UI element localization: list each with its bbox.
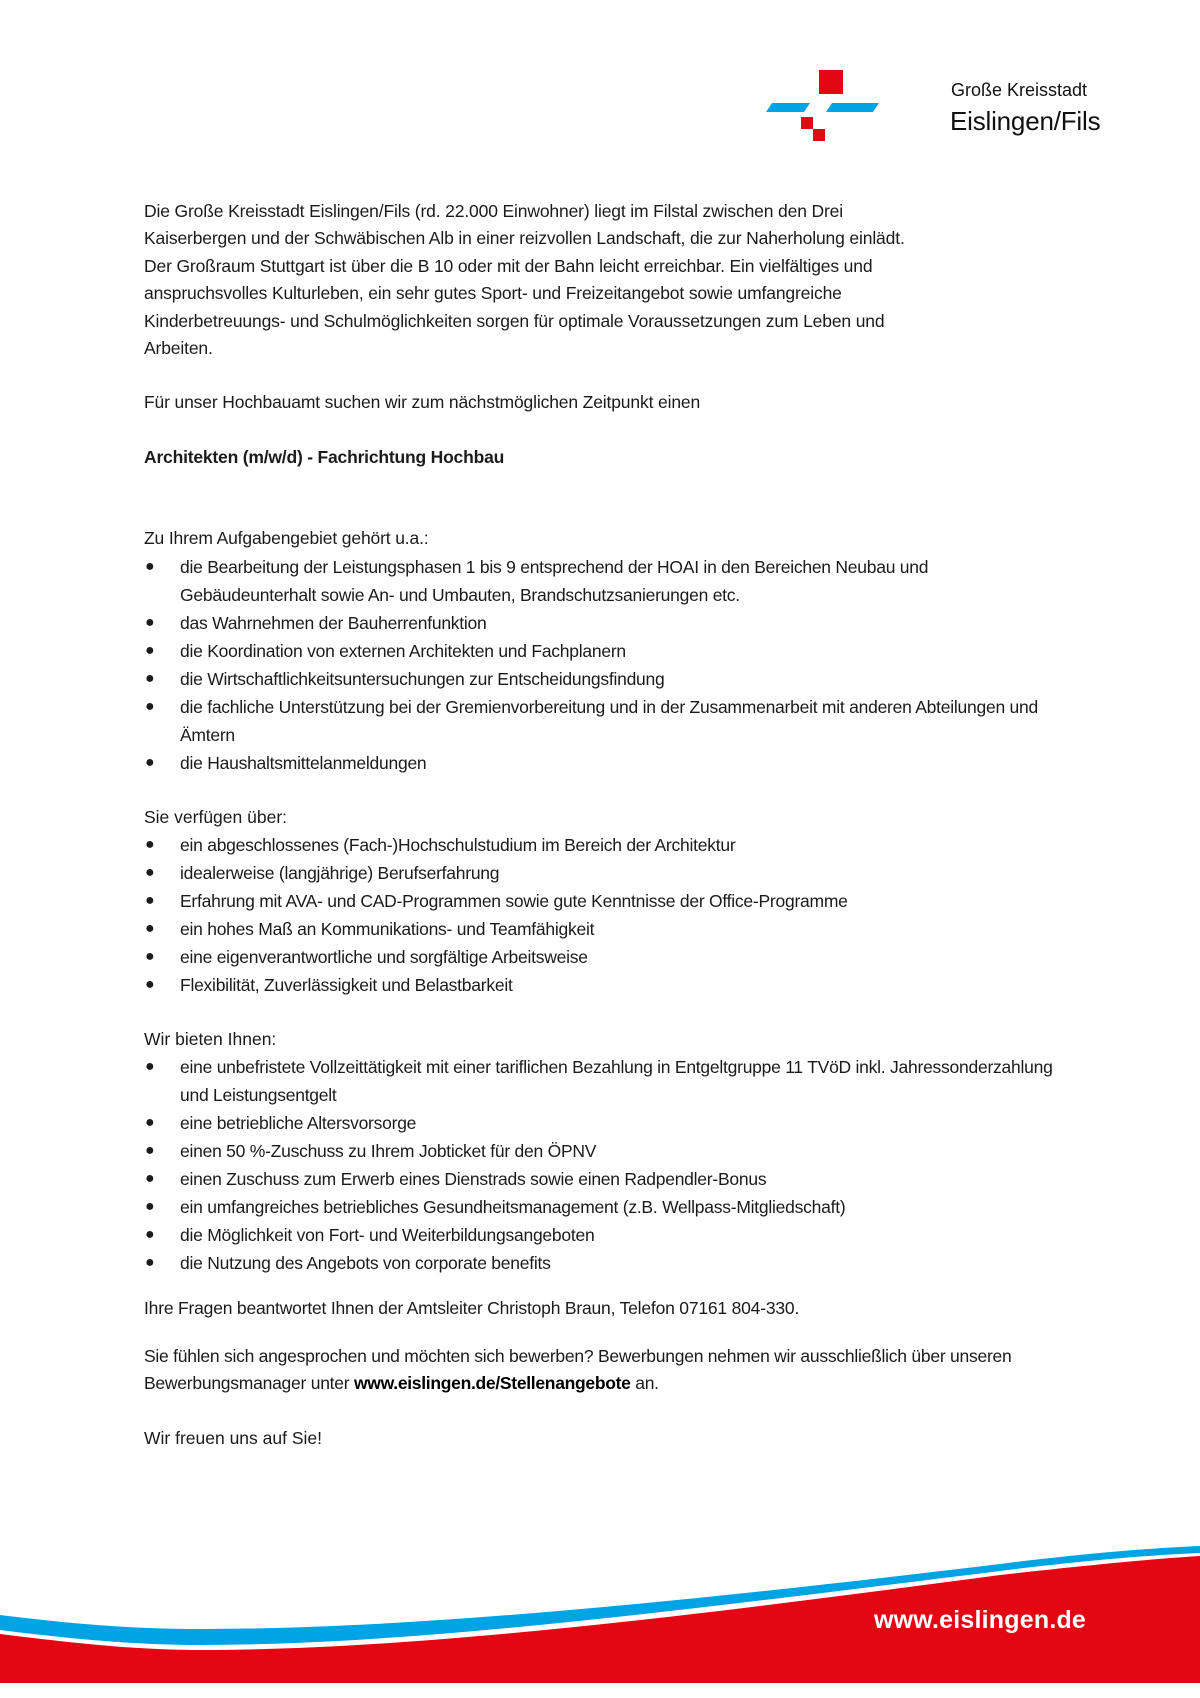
intro-line: Die Große Kreisstadt Eislingen/Fils (rd. 22.000 Einwohner) liegt im Filstal zwischen den Drei <box>144 201 843 221</box>
list-item: ● die Nutzung des Angebots von corporate benefits <box>144 1249 1064 1277</box>
bullet-icon: ● <box>145 1142 155 1160</box>
tasks-heading: Zu Ihrem Aufgabengebiet gehört u.a.: <box>144 528 429 549</box>
tasks-list <box>144 553 1064 777</box>
list-item: ● die Haushaltsmittelanmeldungen <box>144 749 1064 777</box>
offers-list <box>144 1053 1064 1277</box>
list-item: ● ein umfangreiches betriebliches Gesundheitsmanagement (z.B. Wellpass-Mitgliedschaft) <box>144 1193 1064 1221</box>
bullet-icon: ● <box>145 892 155 910</box>
list-item: ● eine eigenverantwortliche und sorgfältige Arbeitsweise <box>144 943 1064 971</box>
bullet-icon: ● <box>145 1198 155 1216</box>
bullet-icon: ● <box>145 836 155 854</box>
requirements-heading: Sie verfügen über: <box>144 806 288 827</box>
intro-line: Der Großraum Stuttgart ist über die B 10 oder mit der Bahn leicht erreichbar. Ein vielfältiges und <box>144 255 873 276</box>
list-item: ● die Koordination von externen Architekten und Fachplanern <box>144 637 1064 665</box>
logo-city-name: Eislingen/Fils <box>950 106 1101 136</box>
intro-line: Kinderbetreuungs- und Schulmöglichkeiten sorgen für optimale Voraussetzungen zum Leben und <box>144 310 885 331</box>
requirements-list <box>144 831 1064 999</box>
offers-heading: Wir bieten Ihnen: <box>144 1029 277 1050</box>
bullet-icon: ● <box>145 976 155 994</box>
contact-info: Ihre Fragen beantwortet Ihnen der Amtsleiter Christoph Braun, Telefon 07161 804-330. <box>144 1298 800 1319</box>
list-item: ● idealerweise (langjährige) Berufserfahrung <box>144 859 1064 887</box>
bullet-icon: ● <box>145 669 155 687</box>
bullet-icon: ● <box>145 864 155 882</box>
bullet-icon: ● <box>145 1058 155 1076</box>
bullet-icon: ● <box>145 1254 155 1272</box>
bullet-icon: ● <box>145 641 155 659</box>
city-logo-icon <box>764 68 884 144</box>
bullet-icon: ● <box>145 557 155 575</box>
list-item: ● eine betriebliche Altersvorsorge <box>144 1109 1064 1137</box>
list-item: ● ein abgeschlossenes (Fach-)Hochschulstudium im Bereich der Architektur <box>144 831 1064 859</box>
bullet-icon: ● <box>145 697 155 715</box>
bullet-icon: ● <box>145 948 155 966</box>
logo-subtitle: Große Kreisstadt <box>951 80 1088 100</box>
list-item: ● einen Zuschuss zum Erwerb eines Dienstrads sowie einen Radpendler-Bonus <box>144 1165 1064 1193</box>
list-item: ● das Wahrnehmen der Bauherrenfunktion <box>144 609 1064 637</box>
intro-line: Arbeiten. <box>144 338 213 359</box>
list-item: ● einen 50 %-Zuschuss zu Ihrem Jobticket für den ÖPNV <box>144 1137 1064 1165</box>
closing-line: Wir freuen uns auf Sie! <box>144 1427 322 1448</box>
footer-website-link[interactable]: www.eislingen.de <box>874 1606 1087 1634</box>
list-item: ● Erfahrung mit AVA- und CAD-Programmen sowie gute Kenntnisse der Office-Programme <box>144 887 1064 915</box>
bullet-icon: ● <box>145 920 155 938</box>
job-posting-body <box>144 198 1064 1452</box>
job-title: Architekten (m/w/d) - Fachrichtung Hochbau <box>144 446 505 467</box>
bullet-icon: ● <box>145 1170 155 1188</box>
list-item: ● die Möglichkeit von Fort- und Weiterbildungsangeboten <box>144 1221 1064 1249</box>
bullet-icon: ● <box>145 753 155 771</box>
bullet-icon: ● <box>145 1226 155 1244</box>
intro-line: anspruchsvolles Kulturleben, ein sehr gutes Sport- und Freizeitangebot sowie umfangreiche <box>144 283 842 304</box>
list-item: ● die fachliche Unterstützung bei der Gremienvorbereitung und in der Zusammenarbeit mit anderen Abteilungen und Ämtern <box>144 693 1064 749</box>
search-statement: Für unser Hochbauamt suchen wir zum nächstmöglichen Zeitpunkt einen <box>144 392 701 413</box>
intro-paragraph <box>144 198 1064 362</box>
application-link[interactable]: www.eislingen.de/Stellenangebote <box>353 1373 631 1394</box>
list-item: ● Flexibilität, Zuverlässigkeit und Belastbarkeit <box>144 971 1064 999</box>
bullet-icon: ● <box>145 1114 155 1132</box>
list-item: ● ein hohes Maß an Kommunikations- und Teamfähigkeit <box>144 915 1064 943</box>
bullet-icon: ● <box>145 613 155 631</box>
list-item: ● die Wirtschaftlichkeitsuntersuchungen zur Entscheidungsfindung <box>144 665 1064 693</box>
list-item: ● die Bearbeitung der Leistungsphasen 1 bis 9 entsprechend der HOAI in den Bereichen Neubau und Gebäudeunterhalt sowie An- und Umbauten, Brandschutzsanierungen etc. <box>144 553 1064 609</box>
list-item: ● eine unbefristete Vollzeittätigkeit mit einer tariflichen Bezahlung in Entgeltgruppe 11 TVöD inkl. Jahressonderzahlung und Leistungsentgelt <box>144 1053 1064 1109</box>
application-info: Sie fühlen sich angesprochen und möchten sich bewerben? Bewerbungen nehmen wir ausschließlich über unseren Bewerbungsmanager unter www.eislingen.de/Stellenangebote an. <box>144 1345 1012 1394</box>
intro-line: Kaiserbergen und der Schwäbischen Alb in einer reizvollen Landschaft, die zur Naherholung einlädt. <box>144 228 905 249</box>
